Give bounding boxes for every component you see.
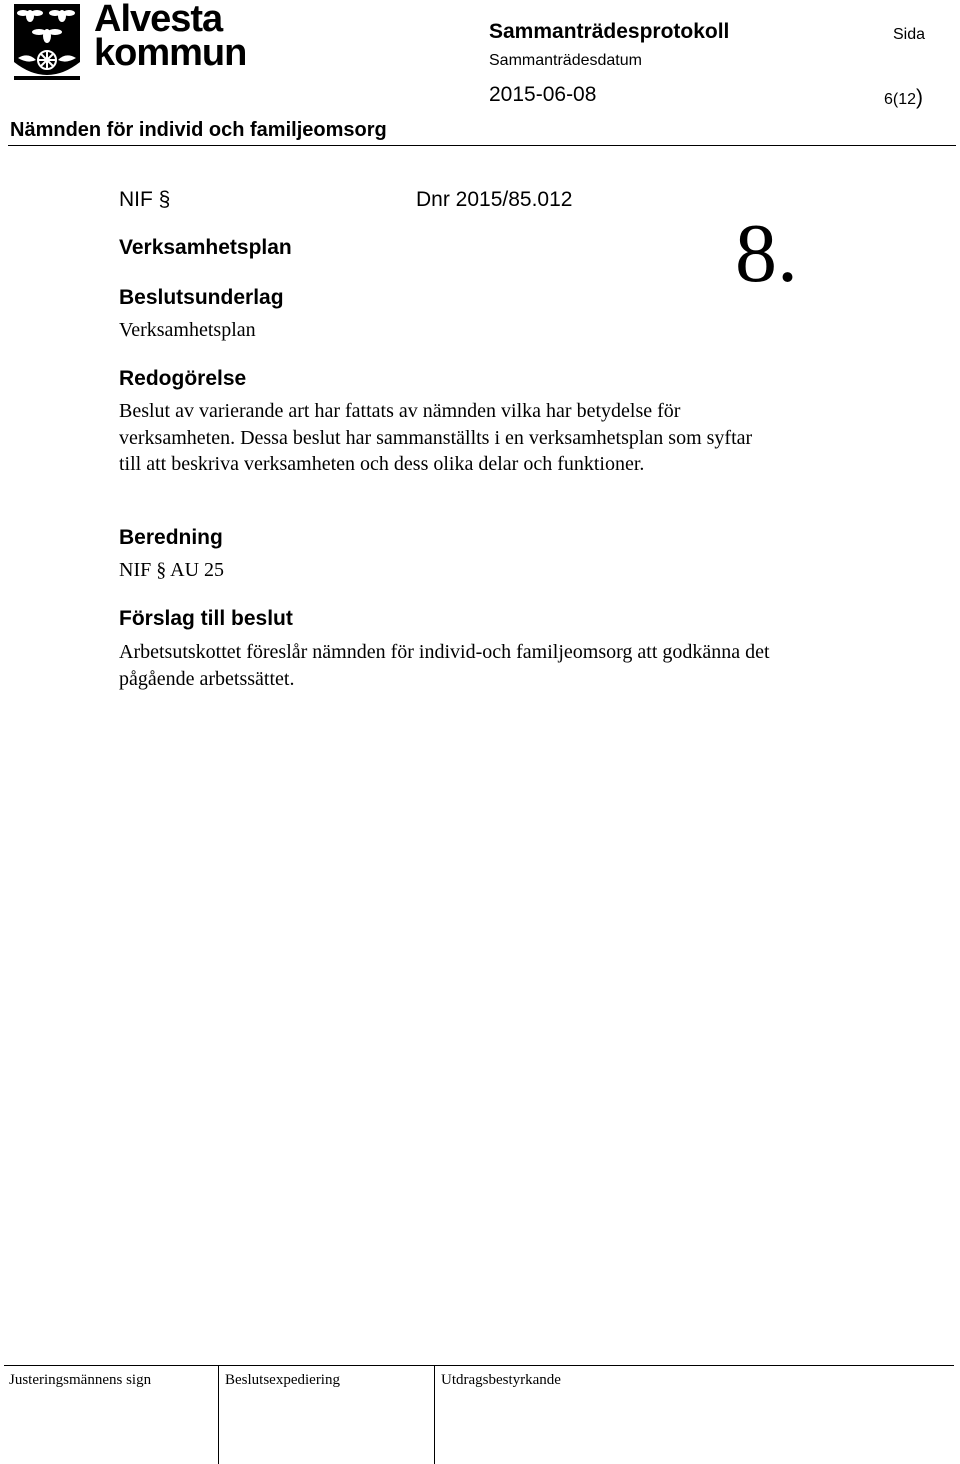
preparation-heading: Beredning bbox=[119, 526, 223, 549]
bees-crest-icon bbox=[10, 2, 84, 88]
logo-text-line1: Alvesta bbox=[94, 0, 223, 40]
header-divider bbox=[8, 145, 956, 146]
footer-signature-field: Justeringsmännens sign bbox=[9, 1372, 152, 1388]
proposal-heading: Förslag till beslut bbox=[119, 607, 293, 630]
report-text: Beslut av varierande art har fattats av nämnden vilka har betydelse för verksamheten. Dessa beslut har sammanställts i en verksamhetsplan som syftar till att beskriva verksamheten och dess olika delar och funktioner. bbox=[119, 400, 753, 475]
diary-number: Dnr 2015/85.012 bbox=[416, 188, 573, 211]
basis-heading: Beslutsunderlag bbox=[119, 286, 284, 309]
footer-column-divider bbox=[218, 1366, 219, 1464]
footer-certification-field: Utdragsbestyrkande bbox=[441, 1372, 561, 1388]
page-current: 6 bbox=[884, 91, 893, 108]
committee-name: Nämnden för individ och familjeomsorg bbox=[10, 119, 387, 141]
page-total-close: ) bbox=[916, 86, 924, 109]
page-number bbox=[884, 86, 923, 110]
basis-text: Verksamhetsplan bbox=[119, 319, 256, 341]
proposal-text: Arbetsutskottet föreslår nämnden för individ-och familjeomsorg att godkänna det pågående arbetssättet. bbox=[119, 641, 770, 690]
meeting-date-label: Sammanträdesdatum bbox=[489, 52, 642, 69]
page-total: (12 bbox=[892, 91, 917, 108]
paragraph-number: 8. bbox=[735, 207, 798, 300]
logo-text-line2: kommun bbox=[94, 32, 247, 74]
footer-column-divider bbox=[434, 1366, 435, 1464]
page-label: Sida bbox=[893, 26, 926, 43]
footer-divider bbox=[4, 1365, 954, 1366]
item-reference: NIF § bbox=[119, 188, 171, 211]
document-type: Sammanträdesprotokoll bbox=[489, 20, 730, 43]
meeting-date: 2015-06-08 bbox=[489, 83, 597, 106]
report-heading: Redogörelse bbox=[119, 367, 247, 390]
footer-dispatch-field: Beslutsexpediering bbox=[225, 1372, 340, 1388]
preparation-text: NIF § AU 25 bbox=[119, 559, 225, 581]
item-title: Verksamhetsplan bbox=[119, 236, 292, 259]
